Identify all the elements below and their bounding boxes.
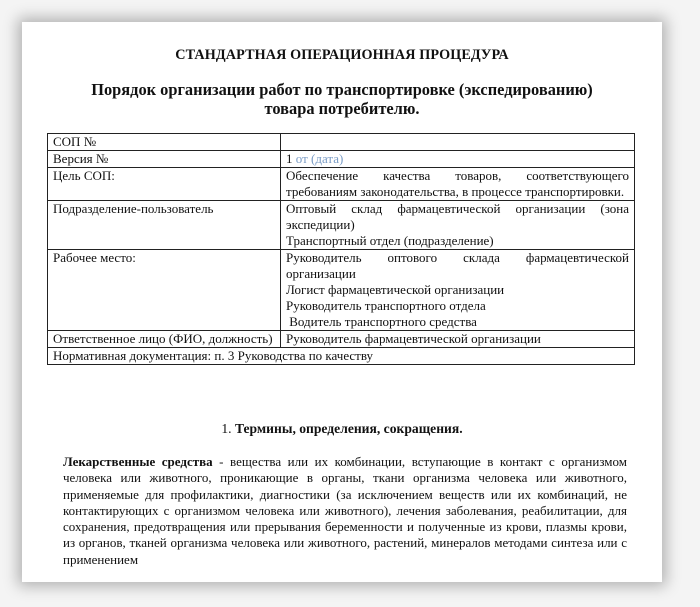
department-value-line: Транспортный отдел (подразделение) xyxy=(286,233,494,248)
version-date: от (дата) xyxy=(295,151,344,166)
responsible-label: Ответственное лицо (ФИО, должность) xyxy=(48,331,281,348)
workplace-label: Рабочее место: xyxy=(48,250,281,331)
table-row xyxy=(48,134,635,151)
definition-paragraph xyxy=(63,454,627,568)
table-row xyxy=(48,201,635,250)
table-row xyxy=(48,168,635,201)
normative-docs: Нормативная документация: п. 3 Руководства по качеству xyxy=(48,348,635,365)
document-page xyxy=(22,22,662,582)
workplace-value xyxy=(281,250,635,331)
department-value-line: Оптовый склад фармацевтической организации (зона экспедиции) xyxy=(286,201,629,232)
purpose-label: Цель СОП: xyxy=(48,168,281,201)
workplace-value-line: Руководитель транспортного отдела xyxy=(286,298,486,313)
section-heading xyxy=(22,421,662,437)
subtitle-line-2: товара потребителю. xyxy=(264,99,420,118)
section-title: Термины, определения, сокращения. xyxy=(234,421,463,436)
table-row xyxy=(48,151,635,168)
document-subtitle xyxy=(62,80,622,118)
purpose-value: Обеспечение качества товаров, соответствующего требованиям законодательства, в процессе транспортировки. xyxy=(281,168,635,201)
sop-number-label: СОП № xyxy=(48,134,281,151)
term-definition: - вещества или их комбинации, вступающие в контакт с организмом человека или животного, проникающие в органы, ткани организма человека или животного, применяемые для профилактики, диагностики (за исключением веществ или их комбинаций, не контактирующих с организмом человека или животного), лечения заболевания, реабилитации, для сохранения, предотвращения или прерывания беременности и полученные из крови, плазмы крови, из органов, тканей организма человека или животного, растений, минералов методами синтеза или с применением xyxy=(63,454,627,567)
version-value xyxy=(281,151,635,168)
table-row xyxy=(48,331,635,348)
subtitle-line-1: Порядок организации работ по транспортировке (экспедированию) xyxy=(91,80,593,99)
workplace-value-line: Логист фармацевтической организации xyxy=(286,282,505,297)
table-row xyxy=(48,348,635,365)
section-number: 1. xyxy=(221,421,232,436)
table-row xyxy=(48,250,635,331)
sop-number-value xyxy=(281,134,635,151)
version-label: Версия № xyxy=(48,151,281,168)
responsible-value: Руководитель фармацевтической организации xyxy=(281,331,635,348)
version-number: 1 xyxy=(286,151,293,166)
workplace-value-line: Руководитель оптового склада фармацевтической организации xyxy=(286,250,629,281)
department-label: Подразделение-пользователь xyxy=(48,201,281,250)
term-name: Лекарственные средства xyxy=(63,454,213,469)
sop-info-table xyxy=(47,133,635,365)
workplace-value-line: Водитель транспортного средства xyxy=(286,314,477,329)
document-title: СТАНДАРТНАЯ ОПЕРАЦИОННАЯ ПРОЦЕДУРА xyxy=(175,47,509,63)
department-value xyxy=(281,201,635,250)
